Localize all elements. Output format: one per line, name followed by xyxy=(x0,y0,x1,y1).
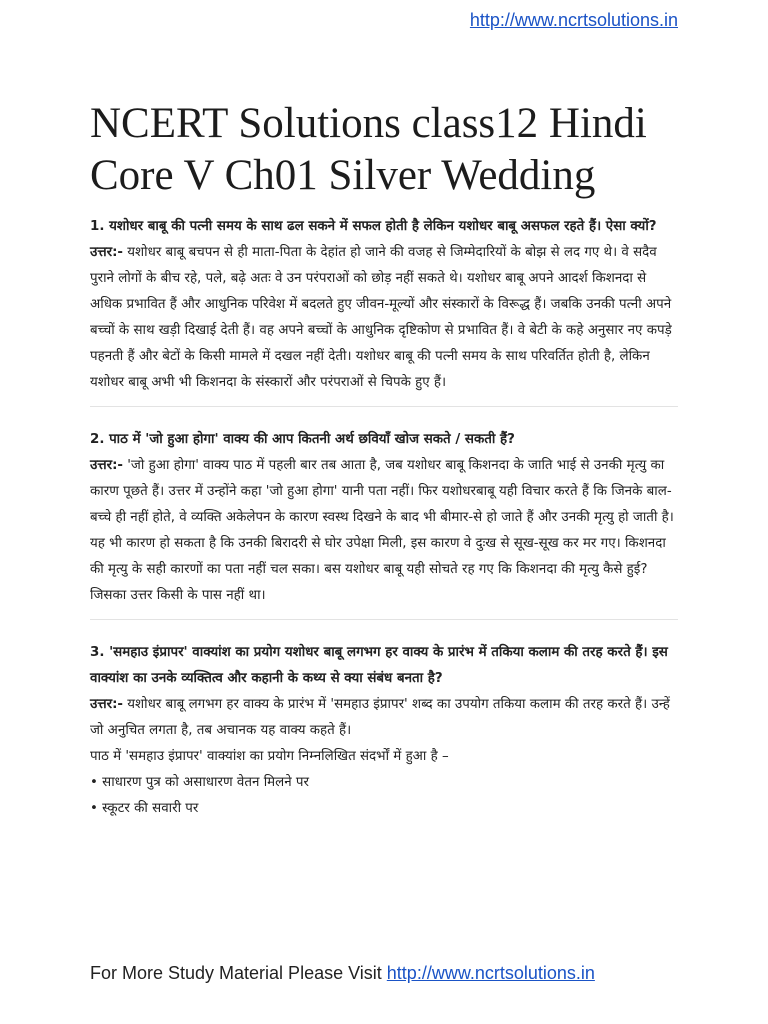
answer-1 xyxy=(90,240,678,396)
answer-3 xyxy=(90,692,678,744)
answer-2 xyxy=(90,453,678,609)
bullet-item: • साधारण पुत्र को असाधारण वेतन मिलने पर xyxy=(90,775,310,790)
question-3: 3. 'समहाउ इंप्रापर' वाक्यांश का प्रयोग यशोधर बाबू लगभग हर वाक्य के प्रारंभ में तकिया कलाम की तरह करते हैं। इस वाक्यांश का उनके व्यक्तित्व और कहानी के कथ्य से क्या संबंध बनता है? xyxy=(90,645,668,686)
divider xyxy=(90,619,678,620)
site-link-top[interactable]: http://www.ncrtsolutions.in xyxy=(469,10,678,30)
footer xyxy=(90,963,595,984)
bullet-item: • स्कूटर की सवारी पर xyxy=(90,801,199,816)
question-1: 1. यशोधर बाबू की पत्नी समय के साथ ढल सकने में सफल होती है लेकिन यशोधर बाबू असफल रहते हैं। ऐसा क्यों? xyxy=(90,219,657,234)
page-title: NCERT Solutions class12 Hindi Core V Ch01 Silver Wedding xyxy=(90,100,647,199)
divider xyxy=(90,406,678,407)
site-link-footer[interactable]: http://www.ncrtsolutions.in xyxy=(386,963,595,983)
answer-3-line: पाठ में 'समहाउ इंप्रापर' वाक्यांश का प्रयोग निम्नलिखित संदर्भों में हुआ है – xyxy=(90,749,449,764)
answer-label: उत्तर:- xyxy=(90,697,123,712)
question-2: 2. पाठ में 'जो हुआ होगा' वाक्य की आप कितनी अर्थ छवियाँ खोज सकते / सकती हैं? xyxy=(90,432,515,447)
qa-content xyxy=(90,214,678,822)
qa-item-1 xyxy=(90,214,678,396)
qa-item-2 xyxy=(90,427,678,609)
answer-text-2: 'जो हुआ होगा' वाक्य पाठ में पहली बार तब आता है, जब यशोधर बाबू किशनदा के जाति भाई से उनकी मृत्यु का कारण पूछते हैं। उत्तर में उन्होंने कहा 'जो हुआ होगा' यानी पता नहीं। फिर यशोधरबाबू यही विचार करते हैं कि जिनके बाल-बच्चे ही नहीं होते, वे व्यक्ति अकेलेपन के कारण स्वस्थ दिखने के बाद भी बीमार-से हो जाते हैं और उनकी मृत्यु हो जाती है। यह भी कारण हो सकता है कि उनकी बिरादरी से घोर उपेक्षा मिली, इस कारण वे दुःख से सूख-सूख कर मर गए। किशनदा की मृत्यु के सही कारणों का पता नहीं चल सका। बस यशोधर बाबू यही सोचते रह गए कि किशनदा की मृत्यु कैसे हुई? जिसका उत्तर किसी के पास नहीं था। xyxy=(90,458,674,603)
footer-text: For More Study Material Please Visit xyxy=(90,963,382,983)
answer-label: उत्तर:- xyxy=(90,245,123,260)
answer-label: उत्तर:- xyxy=(90,458,123,473)
answer-text-3: यशोधर बाबू लगभग हर वाक्य के प्रारंभ में 'समहाउ इंप्रापर' शब्द का उपयोग तकिया कलाम की तरह करते हैं। उन्हें जो अनुचित लगता है, तब अचानक यह वाक्य कहते हैं। xyxy=(90,697,670,738)
answer-text-1: यशोधर बाबू बचपन से ही माता-पिता के देहांत हो जाने की वजह से जिम्मेदारियों के बोझ से लद गए थे। वे सदैव पुराने लोगों के बीच रहे, पले, बढ़े अतः वे उन परंपराओं को छोड़ नहीं सकते थे। यशोधर बाबू अपने आदर्श किशनदा से अधिक प्रभावित हैं और आधुनिक परिवेश में बदलते हुए जीवन-मूल्यों और संस्कारों के विरूद्ध हैं। जबकि उनकी पत्नी अपने बच्चों के साथ खड़ी दिखाई देती हैं। वह अपने बच्चों के आधुनिक दृष्टिकोण से प्रभावित हैं। वे बेटी के कहे अनुसार नए कपड़े पहनती हैं और बेटों के किसी मामले में दखल नहीं देती। यशोधर बाबू की पत्नी समय के साथ परिवर्तित होती है, लेकिन यशोधर बाबू अभी भी किशनदा के संस्कारों और परंपराओं से चिपके हुए हैं। xyxy=(90,245,672,390)
qa-item-3 xyxy=(90,640,678,822)
